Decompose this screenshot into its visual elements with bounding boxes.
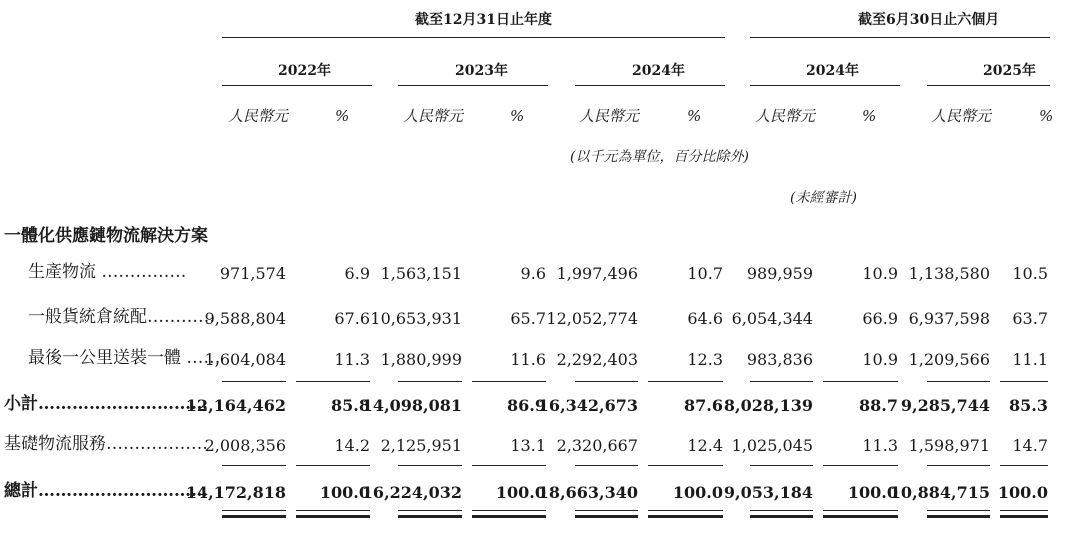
cell-percent: 86.9 [507,396,546,415]
cell-percent: 10.7 [687,264,723,283]
cell-amount: 6,054,344 [731,309,813,328]
cell-amount: 2,008,356 [204,436,286,455]
cell-percent: 9.6 [520,264,546,283]
cell-percent: 100.0 [997,483,1048,502]
total-rule [750,465,813,466]
year-rule-2024 [575,85,725,86]
cell-percent: 100.0 [495,483,546,502]
cell-percent: 11.3 [862,436,898,455]
total-double-rule [398,510,462,518]
total-double-rule [296,510,370,518]
cell-amount: 9,285,744 [900,396,990,415]
unit-rmb: 人民幣元 [228,107,289,125]
total-rule [648,465,723,466]
unit-pct: % [335,107,350,125]
cell-amount: 9,588,804 [204,309,286,328]
cell-amount: 1,025,045 [731,436,813,455]
subtotal-rule [927,381,990,382]
unit-pct: % [1039,107,1054,125]
cell-percent: 100.0 [847,483,898,502]
cell-amount: 2,292,403 [556,350,638,369]
cell-amount: 10,653,931 [370,309,462,328]
cell-percent: 10.5 [1012,264,1048,283]
cell-percent: 14.7 [1012,436,1048,455]
row-label: 小計………………………… [4,394,208,414]
cell-percent: 64.6 [687,309,723,328]
row-label: 生產物流 …………… [28,262,187,282]
subtotal-rule [398,381,462,382]
subtotal-rule [823,381,898,382]
unit-rmb: 人民幣元 [931,107,992,125]
year-rule-2024-half [750,85,900,86]
cell-percent: 100.0 [672,483,723,502]
cell-percent: 66.9 [862,309,898,328]
cell-amount: 9,053,184 [723,483,813,502]
cell-percent: 12.4 [687,436,723,455]
cell-amount: 2,320,667 [556,436,638,455]
cell-percent: 6.9 [344,264,370,283]
total-double-rule [575,510,638,518]
total-double-rule [927,510,990,518]
cell-amount: 12,164,462 [185,396,286,415]
cell-percent: 65.7 [510,309,546,328]
cell-amount: 14,098,081 [361,396,462,415]
year-header-2024: 2024年 [632,63,685,79]
header-group-half: 截至6月30日止六個月 [858,12,1000,28]
cell-percent: 63.7 [1012,309,1048,328]
note-thousands: (以千元為單位，百分比除外) [570,149,749,165]
subtotal-rule [296,381,370,382]
year-rule-2023 [398,85,548,86]
year-header-2023: 2023年 [455,63,508,79]
row-label: 一般貨統倉統配………… [28,307,215,327]
note-unaudited: (未經審計) [790,190,857,206]
total-rule [398,465,462,466]
year-header-2025-half: 2025年 [983,63,1036,79]
total-rule [1000,465,1048,466]
subtotal-rule [222,381,286,382]
cell-percent: 13.1 [510,436,546,455]
unit-pct: % [862,107,877,125]
cell-percent: 88.7 [859,396,898,415]
total-double-rule [222,510,286,518]
cell-percent: 67.6 [334,309,370,328]
subtotal-rule [750,381,813,382]
unit-rmb: 人民幣元 [403,107,464,125]
total-double-rule [1000,510,1048,518]
header-group-year: 截至12月31日止年度 [415,12,552,28]
cell-percent: 10.9 [862,264,898,283]
header-rule-year [222,37,725,38]
row-label: 總計………………………… [4,481,208,501]
total-rule [296,465,370,466]
year-header-2024-half: 2024年 [806,63,859,79]
subtotal-rule [472,381,546,382]
total-rule [823,465,898,466]
subtotal-rule [648,381,723,382]
cell-percent: 87.6 [684,396,723,415]
total-double-rule [823,510,898,518]
cell-amount: 1,598,971 [908,436,990,455]
total-double-rule [472,510,546,518]
unit-rmb: 人民幣元 [579,107,640,125]
cell-amount: 8,028,139 [723,396,813,415]
row-label: 基礎物流服務……………… [4,434,208,454]
cell-amount: 2,125,951 [380,436,462,455]
cell-percent: 11.6 [510,350,546,369]
cell-amount: 18,663,340 [537,483,638,502]
cell-percent: 11.1 [1012,350,1048,369]
year-rule-2022 [222,85,372,86]
cell-percent: 85.3 [1009,396,1048,415]
cell-amount: 14,172,818 [185,483,286,502]
cell-amount: 1,563,151 [380,264,462,283]
cell-amount: 16,342,673 [537,396,638,415]
total-double-rule [750,510,813,518]
section-title: 一體化供應鏈物流解決方案 [4,226,208,246]
cell-amount: 1,209,566 [908,350,990,369]
cell-percent: 12.3 [687,350,723,369]
cell-amount: 971,574 [219,264,286,283]
subtotal-rule [1000,381,1048,382]
unit-pct: % [510,107,525,125]
cell-percent: 85.8 [331,396,370,415]
total-rule [927,465,990,466]
total-rule [575,465,638,466]
cell-percent: 11.3 [334,350,370,369]
cell-amount: 6,937,598 [908,309,990,328]
cell-percent: 100.0 [319,483,370,502]
cell-percent: 14.2 [334,436,370,455]
cell-amount: 12,052,774 [546,309,638,328]
subtotal-rule [575,381,638,382]
total-rule [472,465,546,466]
cell-amount: 989,959 [746,264,813,283]
cell-amount: 1,997,496 [556,264,638,283]
unit-rmb: 人民幣元 [755,107,816,125]
total-rule [222,465,286,466]
row-label: 最後一公里送裝一體 …… [28,348,221,368]
cell-amount: 1,880,999 [380,350,462,369]
cell-amount: 1,604,084 [204,350,286,369]
year-header-2022: 2022年 [278,63,331,79]
header-rule-half [750,37,1050,38]
cell-amount: 1,138,580 [908,264,990,283]
cell-amount: 16,224,032 [361,483,462,502]
cell-amount: 983,836 [746,350,813,369]
year-rule-2025-half [927,85,1050,86]
cell-percent: 10.9 [862,350,898,369]
unit-pct: % [687,107,702,125]
total-double-rule [648,510,723,518]
cell-amount: 10,884,715 [889,483,990,502]
